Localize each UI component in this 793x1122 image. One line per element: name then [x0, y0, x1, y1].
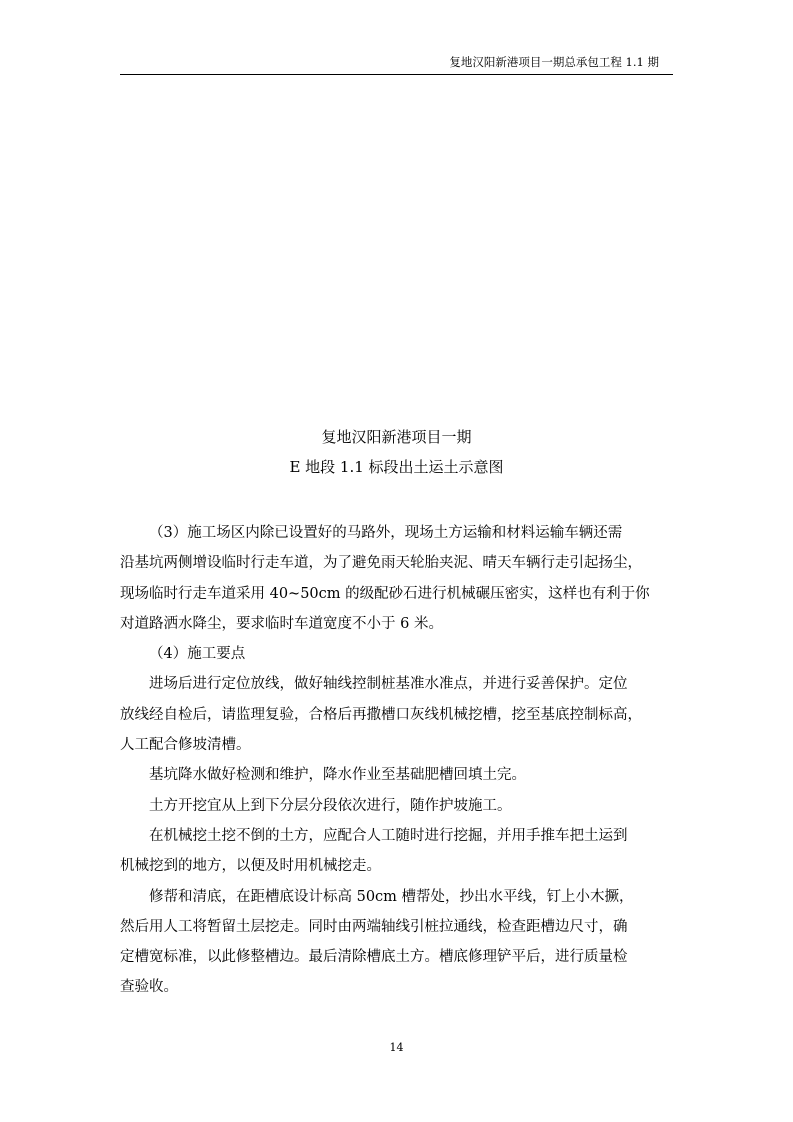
figure-blank-area: [120, 100, 673, 400]
paragraph-line: 进场后进行定位放线，做好轴线控制桩基准水准点，并进行妥善保护。定位: [149, 676, 628, 693]
paragraph-line: 机械挖到的地方，以便及时用机械挖走。: [120, 858, 381, 875]
paragraph-line: 查验收。: [120, 979, 178, 996]
paragraph-line: 然后用人工将暂留土层挖走。同时由两端轴线引桩拉通线，检查距槽边尺寸，确: [120, 918, 628, 935]
body-text: [120, 518, 680, 1003]
paragraph-line: 基坑降水做好检测和维护，降水作业至基础肥槽回填土完。: [149, 767, 526, 784]
paragraph-line: 对道路洒水降尘，要求临时车道宽度不小于 6 米。: [120, 615, 443, 632]
paragraph-line: （3）施工场区内除已设置好的马路外，现场土方运输和材料运输车辆还需: [149, 525, 623, 541]
paragraph-line: 修帮和清底，在距槽底设计标高 50cm 槽帮处，抄出水平线，钉上小木撅，: [149, 888, 634, 905]
section-heading: （4）施工要点: [149, 646, 246, 663]
paragraph-line: 土方开挖宜从上到下分层分段依次进行，随作护坡施工。: [149, 797, 512, 814]
paragraph-line: 沿基坑两侧增设临时行走车道，为了避免雨天轮胎夹泥、晴天车辆行走引起扬尘，: [120, 555, 642, 572]
paragraph-line: 人工配合修坡清槽。: [120, 737, 251, 754]
page-number: 14: [389, 1041, 404, 1054]
page-header: [120, 54, 673, 75]
paragraph-line: 现场临时行走车道采用 40~50cm 的级配砂石进行机械碾压密实，这样也有利于你: [120, 585, 650, 602]
paragraph-line: 放线经自检后，请监理复验，合格后再撒槽口灰线机械挖槽，挖至基底控制标高，: [120, 706, 642, 723]
figure-caption-line-2: E 地段 1.1 标段出土运土示意图: [289, 458, 504, 476]
paragraph-line: 定槽宽标准，以此修整槽边。最后清除槽底土方。槽底修理铲平后，进行质量检: [120, 949, 628, 966]
paragraph-line: 在机械挖土挖不倒的土方，应配合人工随时进行挖掘，并用手推车把土运到: [149, 827, 628, 844]
figure-caption-line-1: 复地汉阳新港项目一期: [321, 428, 472, 446]
header-title: 复地汉阳新港项目一期总承包工程 1.1 期: [449, 55, 659, 69]
